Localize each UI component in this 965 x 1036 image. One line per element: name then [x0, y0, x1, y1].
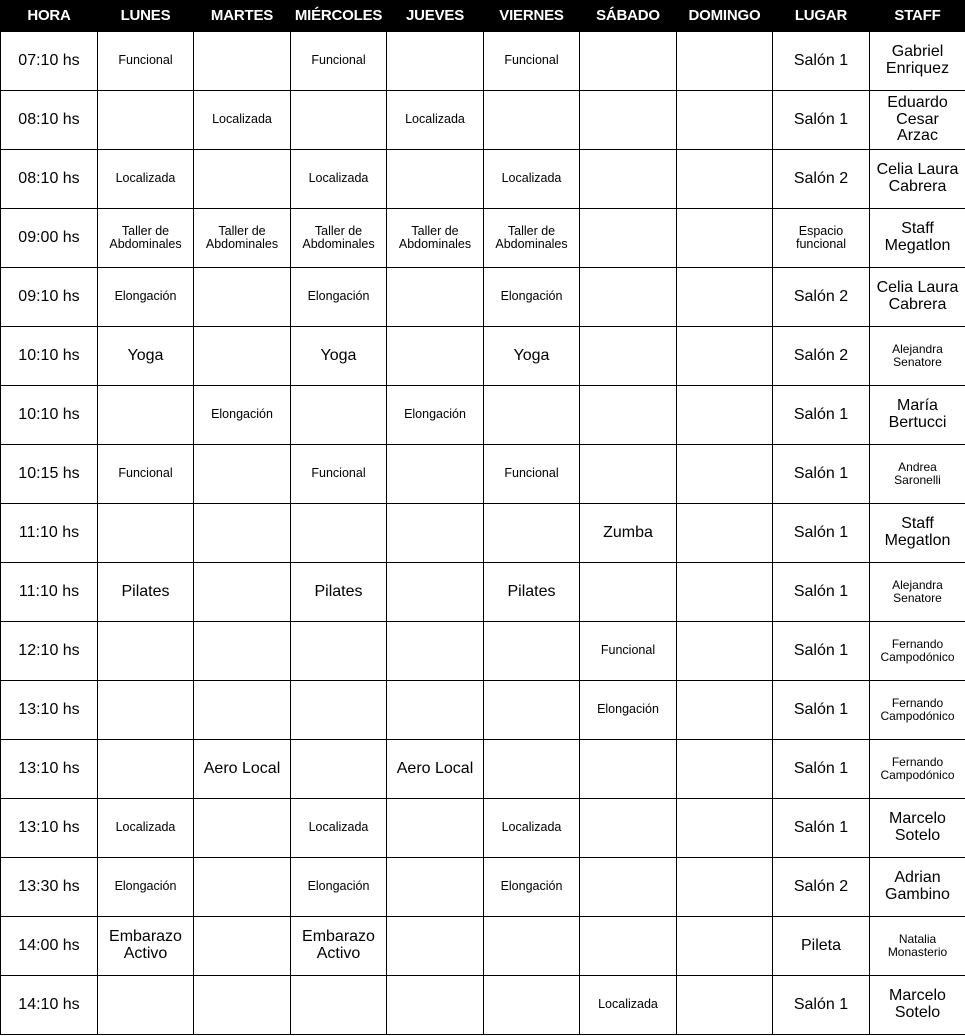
class-cell-lunes — [98, 976, 194, 1035]
class-cell-martes — [194, 681, 291, 740]
hora-cell: 10:10 hs — [1, 386, 98, 445]
class-cell-jueves — [387, 445, 484, 504]
class-cell-lunes — [98, 740, 194, 799]
hora-cell: 13:10 hs — [1, 799, 98, 858]
class-name: Funcional — [504, 53, 559, 68]
hora-cell: 13:30 hs — [1, 858, 98, 917]
lugar-cell — [773, 150, 870, 209]
staff-cell — [870, 445, 965, 504]
table-row — [1, 799, 965, 858]
class-cell-lunes — [98, 209, 194, 268]
table-row — [1, 622, 965, 681]
header-lunes: LUNES — [98, 0, 194, 32]
staff-cell — [870, 209, 965, 268]
table-row — [1, 32, 965, 91]
staff-cell — [870, 858, 965, 917]
class-name: Pilates — [314, 582, 363, 600]
class-cell-lunes — [98, 858, 194, 917]
staff-name: Marcelo Sotelo — [889, 810, 946, 844]
table-row — [1, 327, 965, 386]
class-cell-miercoles — [291, 799, 387, 858]
class-cell-martes — [194, 327, 291, 386]
hora-cell: 11:10 hs — [1, 563, 98, 622]
class-cell-jueves — [387, 622, 484, 681]
class-name: Localizada — [501, 820, 562, 835]
class-cell-miercoles — [291, 917, 387, 976]
class-cell-jueves — [387, 740, 484, 799]
staff-name: Celia Laura Cabrera — [876, 279, 959, 313]
class-cell-viernes — [484, 740, 580, 799]
lugar-text: Salón 2 — [793, 877, 849, 895]
class-cell-miercoles — [291, 858, 387, 917]
table-row — [1, 150, 965, 209]
class-name: Localizada — [308, 171, 369, 186]
class-name: Taller de Abdominales — [109, 223, 182, 251]
staff-name: Marcelo Sotelo — [889, 987, 946, 1021]
class-cell-domingo — [677, 740, 773, 799]
table-row — [1, 976, 965, 1035]
class-cell-viernes — [484, 386, 580, 445]
hora-cell: 14:00 hs — [1, 917, 98, 976]
class-cell-sabado — [580, 917, 677, 976]
class-name: Taller de Abdominales — [302, 223, 375, 251]
class-name: Taller de Abdominales — [398, 223, 472, 251]
table-row — [1, 268, 965, 327]
hora-cell: 08:10 hs — [1, 150, 98, 209]
class-cell-domingo — [677, 563, 773, 622]
class-name: Aero Local — [203, 759, 281, 777]
class-cell-martes — [194, 32, 291, 91]
staff-name: Staff Megatlon — [884, 220, 951, 254]
class-cell-miercoles — [291, 268, 387, 327]
table-row — [1, 91, 965, 150]
class-name: Taller de Abdominales — [495, 223, 568, 251]
class-name: Pilates — [121, 582, 170, 600]
lugar-cell — [773, 209, 870, 268]
lugar-text: Salón 1 — [793, 641, 849, 659]
class-cell-jueves — [387, 32, 484, 91]
staff-name: Andrea Saronelli — [894, 460, 941, 487]
lugar-text: Salón 1 — [793, 818, 849, 836]
table-row — [1, 209, 965, 268]
class-cell-jueves — [387, 976, 484, 1035]
class-cell-lunes — [98, 681, 194, 740]
class-cell-viernes — [484, 563, 580, 622]
header-martes: MARTES — [194, 0, 291, 32]
class-name: Yoga — [320, 346, 357, 364]
class-cell-viernes — [484, 622, 580, 681]
header-jueves: JUEVES — [387, 0, 484, 32]
class-name: Elongación — [597, 702, 659, 717]
class-cell-viernes — [484, 858, 580, 917]
class-cell-martes — [194, 976, 291, 1035]
class-cell-viernes — [484, 268, 580, 327]
lugar-text: Salón 1 — [793, 523, 849, 541]
staff-cell — [870, 563, 965, 622]
class-name: Localizada — [115, 820, 176, 835]
class-cell-domingo — [677, 32, 773, 91]
lugar-cell — [773, 268, 870, 327]
class-cell-miercoles — [291, 740, 387, 799]
class-cell-miercoles — [291, 32, 387, 91]
lugar-cell — [773, 799, 870, 858]
class-cell-viernes — [484, 327, 580, 386]
staff-cell — [870, 327, 965, 386]
header-viernes: VIERNES — [484, 0, 580, 32]
header-sabado: SÁBADO — [580, 0, 677, 32]
lugar-text: Salón 1 — [793, 110, 849, 128]
class-cell-domingo — [677, 150, 773, 209]
class-cell-sabado — [580, 209, 677, 268]
staff-cell — [870, 32, 965, 91]
class-cell-martes — [194, 622, 291, 681]
class-cell-lunes — [98, 622, 194, 681]
class-name: Elongación — [307, 289, 370, 304]
class-cell-sabado — [580, 858, 677, 917]
hora-cell: 07:10 hs — [1, 32, 98, 91]
class-cell-domingo — [677, 799, 773, 858]
class-cell-viernes — [484, 91, 580, 150]
class-cell-jueves — [387, 209, 484, 268]
class-cell-domingo — [677, 504, 773, 563]
class-cell-miercoles — [291, 563, 387, 622]
staff-cell — [870, 91, 965, 150]
class-name: Aero Local — [396, 759, 474, 777]
header-domingo: DOMINGO — [677, 0, 773, 32]
table-row — [1, 681, 965, 740]
class-cell-domingo — [677, 858, 773, 917]
lugar-text: Salón 2 — [793, 287, 849, 305]
class-cell-martes — [194, 799, 291, 858]
class-cell-jueves — [387, 681, 484, 740]
class-cell-jueves — [387, 563, 484, 622]
class-cell-sabado — [580, 268, 677, 327]
class-cell-jueves — [387, 386, 484, 445]
class-cell-martes — [194, 91, 291, 150]
staff-cell — [870, 504, 965, 563]
staff-name: Staff Megatlon — [884, 515, 951, 549]
staff-cell — [870, 622, 965, 681]
class-cell-jueves — [387, 504, 484, 563]
class-cell-martes — [194, 209, 291, 268]
table-row — [1, 563, 965, 622]
class-cell-viernes — [484, 209, 580, 268]
staff-name: María Bertucci — [888, 397, 947, 431]
class-cell-lunes — [98, 32, 194, 91]
class-cell-domingo — [677, 917, 773, 976]
class-cell-martes — [194, 504, 291, 563]
lugar-cell — [773, 622, 870, 681]
staff-name: Fernando Campodónico — [880, 696, 955, 723]
staff-name: Eduardo Cesar Arzac — [887, 93, 948, 145]
table-row — [1, 740, 965, 799]
lugar-text: Salón 1 — [793, 405, 849, 423]
header-hora: HORA — [1, 0, 98, 32]
class-name: Elongación — [500, 289, 563, 304]
class-cell-lunes — [98, 504, 194, 563]
class-cell-viernes — [484, 976, 580, 1035]
class-cell-miercoles — [291, 976, 387, 1035]
staff-cell — [870, 976, 965, 1035]
class-name: Localizada — [212, 112, 272, 127]
class-name: Yoga — [513, 346, 550, 364]
class-name: Zumba — [603, 523, 653, 541]
hora-cell: 09:00 hs — [1, 209, 98, 268]
class-name: Elongación — [307, 879, 370, 894]
class-cell-sabado — [580, 740, 677, 799]
class-cell-domingo — [677, 622, 773, 681]
class-cell-lunes — [98, 386, 194, 445]
class-cell-viernes — [484, 917, 580, 976]
staff-cell — [870, 268, 965, 327]
hora-cell: 13:10 hs — [1, 681, 98, 740]
header-staff: STAFF — [870, 0, 965, 32]
hora-cell: 09:10 hs — [1, 268, 98, 327]
class-cell-sabado — [580, 563, 677, 622]
class-name: Yoga — [127, 346, 164, 364]
class-cell-sabado — [580, 150, 677, 209]
staff-name: Natalia Monasterio — [887, 932, 948, 959]
lugar-cell — [773, 91, 870, 150]
staff-name: Celia Laura Cabrera — [876, 161, 959, 195]
class-cell-viernes — [484, 32, 580, 91]
lugar-text: Salón 1 — [793, 700, 849, 718]
class-cell-miercoles — [291, 386, 387, 445]
class-cell-jueves — [387, 91, 484, 150]
class-name: Localizada — [405, 112, 465, 127]
class-cell-miercoles — [291, 150, 387, 209]
class-cell-sabado — [580, 681, 677, 740]
class-cell-viernes — [484, 504, 580, 563]
header-miercoles: MIÉRCOLES — [291, 0, 387, 32]
class-cell-sabado — [580, 445, 677, 504]
class-cell-martes — [194, 740, 291, 799]
class-cell-miercoles — [291, 681, 387, 740]
staff-name: Fernando Campodónico — [880, 755, 955, 782]
lugar-text: Salón 1 — [793, 51, 849, 69]
class-name: Localizada — [501, 171, 562, 186]
class-cell-sabado — [580, 504, 677, 563]
hora-cell: 13:10 hs — [1, 740, 98, 799]
lugar-text: Salón 2 — [793, 346, 849, 364]
staff-cell — [870, 740, 965, 799]
lugar-cell — [773, 917, 870, 976]
lugar-cell — [773, 445, 870, 504]
staff-cell — [870, 386, 965, 445]
class-cell-miercoles — [291, 445, 387, 504]
staff-cell — [870, 799, 965, 858]
class-cell-lunes — [98, 917, 194, 976]
class-cell-viernes — [484, 799, 580, 858]
lugar-text: Espacio funcional — [795, 223, 847, 251]
lugar-cell — [773, 327, 870, 386]
class-cell-jueves — [387, 327, 484, 386]
class-name: Localizada — [598, 997, 658, 1012]
lugar-text: Pileta — [800, 936, 842, 954]
class-cell-domingo — [677, 327, 773, 386]
class-name: Elongación — [404, 407, 466, 422]
class-cell-domingo — [677, 386, 773, 445]
class-cell-sabado — [580, 327, 677, 386]
class-cell-viernes — [484, 150, 580, 209]
table-row — [1, 917, 965, 976]
class-cell-miercoles — [291, 622, 387, 681]
class-name: Funcional — [504, 466, 559, 481]
class-cell-domingo — [677, 91, 773, 150]
class-name: Funcional — [600, 643, 656, 658]
lugar-cell — [773, 32, 870, 91]
class-cell-sabado — [580, 386, 677, 445]
lugar-cell — [773, 681, 870, 740]
staff-name: Alejandra Senatore — [892, 342, 943, 369]
class-cell-lunes — [98, 327, 194, 386]
class-cell-martes — [194, 858, 291, 917]
class-name: Elongación — [211, 407, 273, 422]
hora-cell: 10:10 hs — [1, 327, 98, 386]
table-row — [1, 445, 965, 504]
lugar-cell — [773, 858, 870, 917]
class-name: Elongación — [114, 289, 177, 304]
class-name: Embarazo Activo — [302, 928, 375, 962]
class-name: Localizada — [115, 171, 176, 186]
schedule-body — [1, 32, 965, 1035]
class-cell-jueves — [387, 917, 484, 976]
staff-cell — [870, 150, 965, 209]
class-cell-lunes — [98, 150, 194, 209]
lugar-text: Salón 1 — [793, 995, 849, 1013]
class-cell-lunes — [98, 445, 194, 504]
staff-name: Adrian Gambino — [885, 869, 950, 903]
class-cell-miercoles — [291, 209, 387, 268]
class-cell-sabado — [580, 32, 677, 91]
lugar-cell — [773, 563, 870, 622]
class-name: Pilates — [507, 582, 556, 600]
class-cell-domingo — [677, 268, 773, 327]
class-cell-domingo — [677, 209, 773, 268]
class-cell-sabado — [580, 622, 677, 681]
class-cell-martes — [194, 386, 291, 445]
staff-name: Gabriel Enriquez — [885, 43, 950, 77]
lugar-text: Salón 1 — [793, 759, 849, 777]
header-row — [1, 0, 965, 32]
class-name: Funcional — [311, 53, 366, 68]
class-name: Elongación — [114, 879, 177, 894]
lugar-cell — [773, 504, 870, 563]
hora-cell: 08:10 hs — [1, 91, 98, 150]
hora-cell: 14:10 hs — [1, 976, 98, 1035]
class-cell-sabado — [580, 799, 677, 858]
header-lugar: LUGAR — [773, 0, 870, 32]
lugar-cell — [773, 740, 870, 799]
class-cell-viernes — [484, 681, 580, 740]
lugar-text: Salón 2 — [793, 169, 849, 187]
class-cell-sabado — [580, 91, 677, 150]
class-cell-lunes — [98, 563, 194, 622]
class-cell-jueves — [387, 268, 484, 327]
class-cell-martes — [194, 563, 291, 622]
hora-cell: 11:10 hs — [1, 504, 98, 563]
table-row — [1, 858, 965, 917]
class-cell-viernes — [484, 445, 580, 504]
class-cell-miercoles — [291, 327, 387, 386]
lugar-cell — [773, 386, 870, 445]
class-cell-martes — [194, 268, 291, 327]
lugar-text: Salón 1 — [793, 582, 849, 600]
staff-cell — [870, 917, 965, 976]
class-cell-lunes — [98, 799, 194, 858]
class-cell-jueves — [387, 799, 484, 858]
class-name: Embarazo Activo — [109, 928, 182, 962]
class-cell-jueves — [387, 858, 484, 917]
table-row — [1, 386, 965, 445]
class-name: Elongación — [500, 879, 563, 894]
class-cell-domingo — [677, 681, 773, 740]
class-cell-martes — [194, 445, 291, 504]
hora-cell: 12:10 hs — [1, 622, 98, 681]
class-name: Funcional — [118, 53, 173, 68]
class-name: Localizada — [308, 820, 369, 835]
class-name: Funcional — [118, 466, 173, 481]
table-row — [1, 504, 965, 563]
class-cell-martes — [194, 917, 291, 976]
lugar-text: Salón 1 — [793, 464, 849, 482]
class-cell-sabado — [580, 976, 677, 1035]
class-cell-lunes — [98, 268, 194, 327]
class-name: Funcional — [311, 466, 366, 481]
class-cell-miercoles — [291, 91, 387, 150]
class-cell-martes — [194, 150, 291, 209]
lugar-cell — [773, 976, 870, 1035]
class-cell-jueves — [387, 150, 484, 209]
staff-name: Alejandra Senatore — [892, 578, 943, 605]
hora-cell: 10:15 hs — [1, 445, 98, 504]
class-name: Taller de Abdominales — [205, 223, 279, 251]
schedule-header — [1, 0, 965, 32]
class-cell-lunes — [98, 91, 194, 150]
class-cell-miercoles — [291, 504, 387, 563]
staff-cell — [870, 681, 965, 740]
class-cell-domingo — [677, 976, 773, 1035]
staff-name: Fernando Campodónico — [880, 637, 955, 664]
class-cell-domingo — [677, 445, 773, 504]
